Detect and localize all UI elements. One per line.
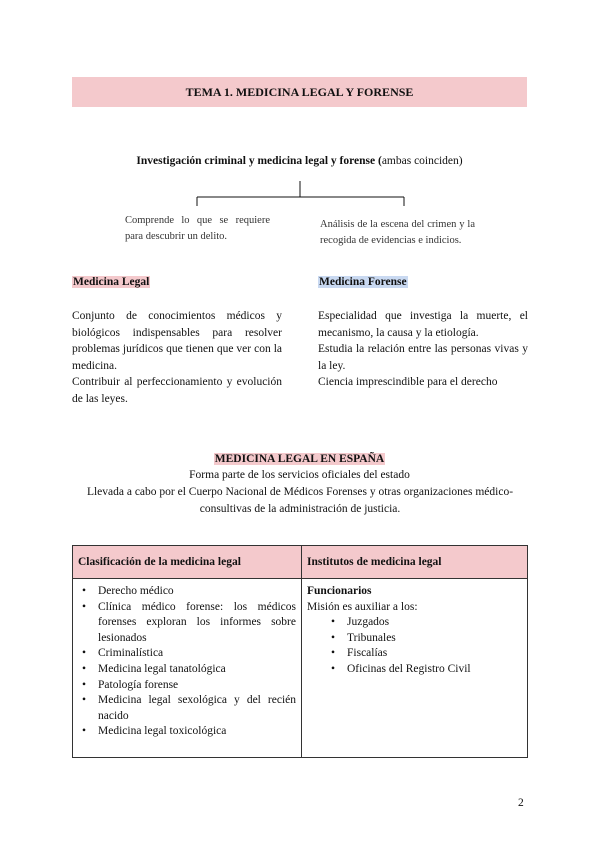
- institutes-intro: Misión es auxiliar a los:: [307, 600, 418, 613]
- list-item: • Juzgados: [347, 615, 522, 631]
- classification-table: [72, 545, 528, 758]
- medicina-forense-paragraph: Ciencia imprescindible para el derecho: [318, 376, 498, 388]
- espana-heading: [72, 451, 527, 468]
- list-item: • Medicina legal sexológica y del recién nacido: [98, 693, 296, 724]
- list-item: • Tribunales: [347, 631, 522, 647]
- institutes-list: [307, 615, 522, 677]
- table-header-classification: Clasificación de la medicina legal: [73, 546, 302, 579]
- list-item: • Derecho médico: [98, 584, 296, 600]
- medicina-forense-heading-text: Medicina Forense: [319, 276, 407, 288]
- institutes-subheading: Funcionarios: [307, 585, 372, 597]
- list-item: • Criminalística: [98, 646, 296, 662]
- diagram-title-rest: ambas coinciden): [381, 155, 463, 167]
- medicina-legal-body: [72, 308, 282, 407]
- list-item: • Oficinas del Registro Civil: [347, 662, 522, 678]
- classification-cell: [73, 579, 302, 758]
- list-item: • Clínica médico forense: los médicos forenses exploran los informes sobre lesionados: [98, 600, 296, 647]
- medicina-forense-body: [318, 308, 528, 391]
- espana-line1: Forma parte de los servicios oficiales del estado: [189, 469, 410, 481]
- medicina-forense-heading: [318, 276, 408, 288]
- medicina-legal-heading-text: Medicina Legal: [73, 276, 150, 288]
- table-header-row: [73, 546, 528, 579]
- table-header-institutes: Institutos de medicina legal: [302, 546, 528, 579]
- medicina-legal-paragraph: Contribuir al perfeccionamiento y evolución de las leyes.: [72, 376, 282, 405]
- medicina-legal-heading: [72, 276, 150, 288]
- list-item: • Fiscalías: [347, 646, 522, 662]
- document-title-text: TEMA 1. MEDICINA LEGAL Y FORENSE: [185, 84, 414, 99]
- list-item: • Medicina legal toxicológica: [98, 724, 296, 740]
- list-item: • Medicina legal tanatológica: [98, 662, 296, 678]
- medicina-forense-paragraph: Especialidad que investiga la muerte, el mecanismo, la causa y la etiología.: [318, 310, 528, 339]
- diagram-connector: [0, 0, 600, 240]
- medicina-legal-paragraph: Conjunto de conocimientos médicos y biológicos indispensables para resolver problemas jurídicos que tienen que ver con la medicina.: [72, 310, 282, 372]
- page-number: 2: [518, 797, 524, 809]
- list-item: • Patología forense: [98, 678, 296, 694]
- left-branch-text: Comprende lo que se requiere para descubrir un delito.: [125, 215, 270, 242]
- espana-line2: Llevada a cabo por el Cuerpo Nacional de Médicos Forenses y otras organizaciones médico-consultivas de la administración de justicia.: [86, 486, 514, 515]
- classification-list: [78, 584, 296, 740]
- table-row: [73, 579, 528, 758]
- institutes-cell: [302, 579, 528, 758]
- medicina-forense-paragraph: Estudia la relación entre las personas vivas y la ley.: [318, 343, 528, 372]
- espana-heading-text: MEDICINA LEGAL EN ESPAÑA: [214, 453, 385, 465]
- right-branch-text: Análisis de la escena del crimen y la recogida de evidencias e indicios.: [320, 219, 475, 246]
- diagram-title-bold: Investigación criminal y medicina legal y forense (: [136, 155, 382, 167]
